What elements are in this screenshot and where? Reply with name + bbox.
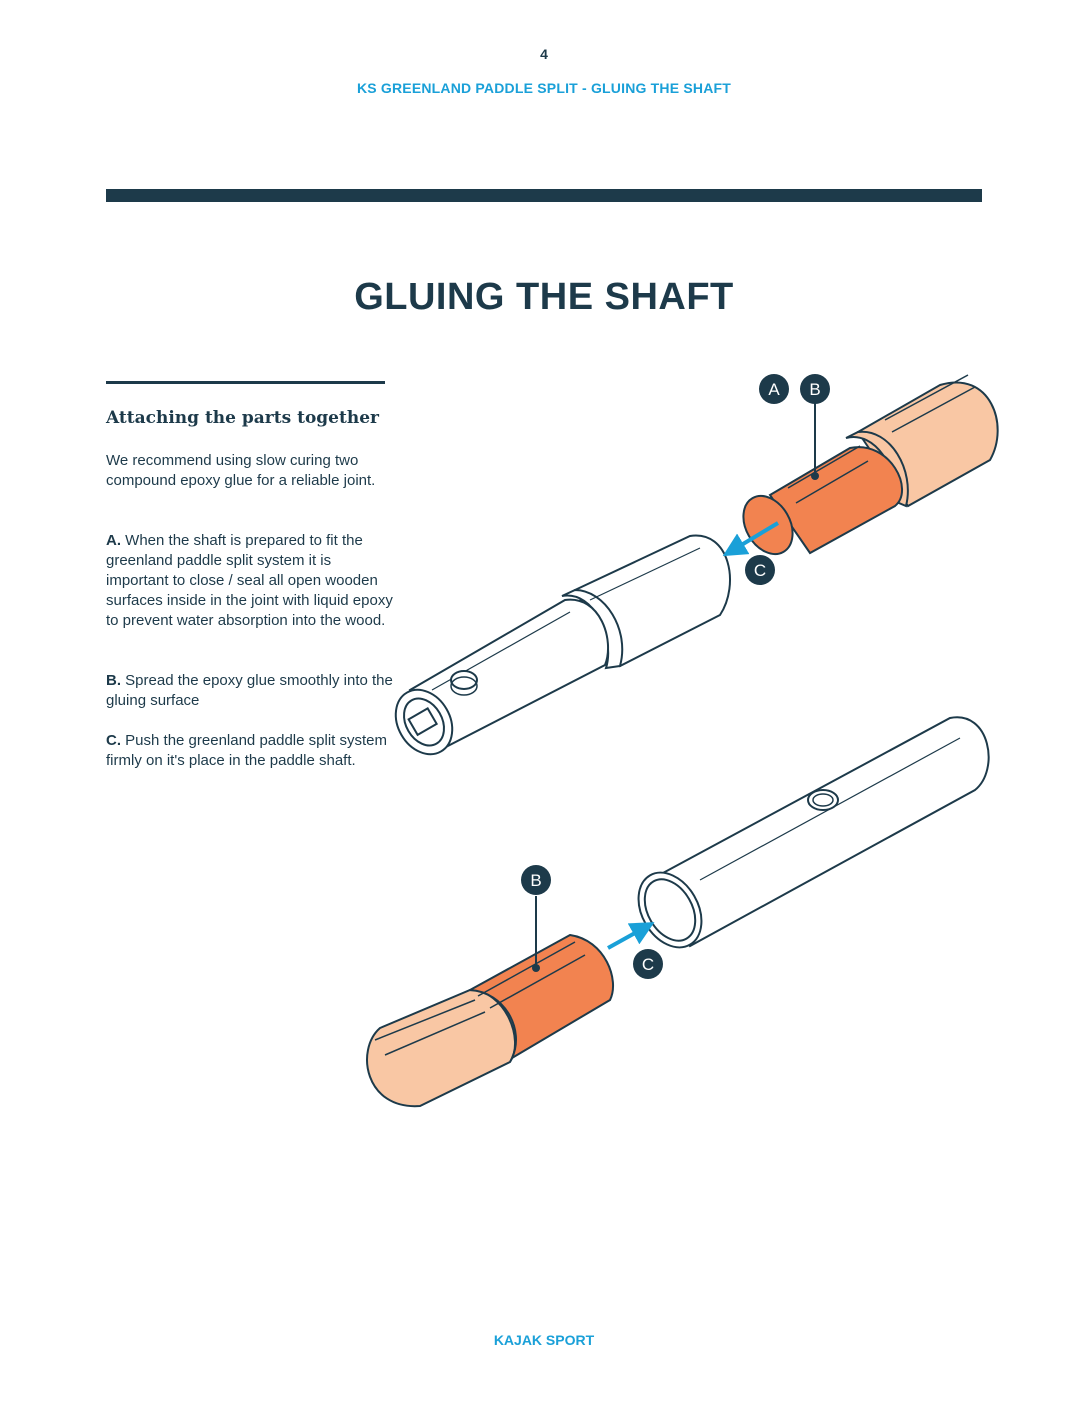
step-a-text: When the shaft is prepared to fit the greenland paddle split system it is important to close / seal all open wooden surfaces inside in the joint with liquid epoxy to prevent water absorption into the wood. <box>106 532 393 629</box>
label-b-lower <box>521 865 551 895</box>
lower-wooden-shaft <box>367 990 515 1106</box>
label-b-lower-text: B <box>530 871 542 890</box>
page-title: GLUING THE SHAFT <box>354 276 734 318</box>
running-header: KS GREENLAND PADDLE SPLIT - GLUING THE SHAFT <box>356 80 732 96</box>
section-heading: Attaching the parts together <box>106 408 379 428</box>
label-b-text: B <box>809 380 821 399</box>
lower-push-arrow <box>608 928 644 948</box>
step-c-letter: C. <box>106 732 121 749</box>
step-b-letter: B. <box>106 672 121 689</box>
label-a-text: A <box>768 380 780 399</box>
footer-brand: KAJAK SPORT <box>493 1332 595 1348</box>
label-a-upper <box>759 374 789 404</box>
label-c-lower-text: C <box>641 955 655 974</box>
lower-paddle-shaft <box>367 896 613 1106</box>
step-c-text: Push the greenland paddle split system firmly on it's place in the paddle shaft. <box>106 732 387 769</box>
page-number: 4 <box>540 46 548 62</box>
step-b-text: Spread the epoxy glue smoothly into the gluing surface <box>106 672 393 709</box>
step-a-letter: A. <box>106 532 121 549</box>
label-c-lower <box>633 949 663 979</box>
intro-paragraph: We recommend using slow curing two compound epoxy glue for a reliable joint. <box>106 452 376 489</box>
label-c-upper <box>745 555 775 585</box>
lower-tube <box>626 717 989 958</box>
label-c-text: C <box>753 561 767 580</box>
split-system-sleeve <box>384 536 730 765</box>
label-b-upper <box>800 374 830 404</box>
